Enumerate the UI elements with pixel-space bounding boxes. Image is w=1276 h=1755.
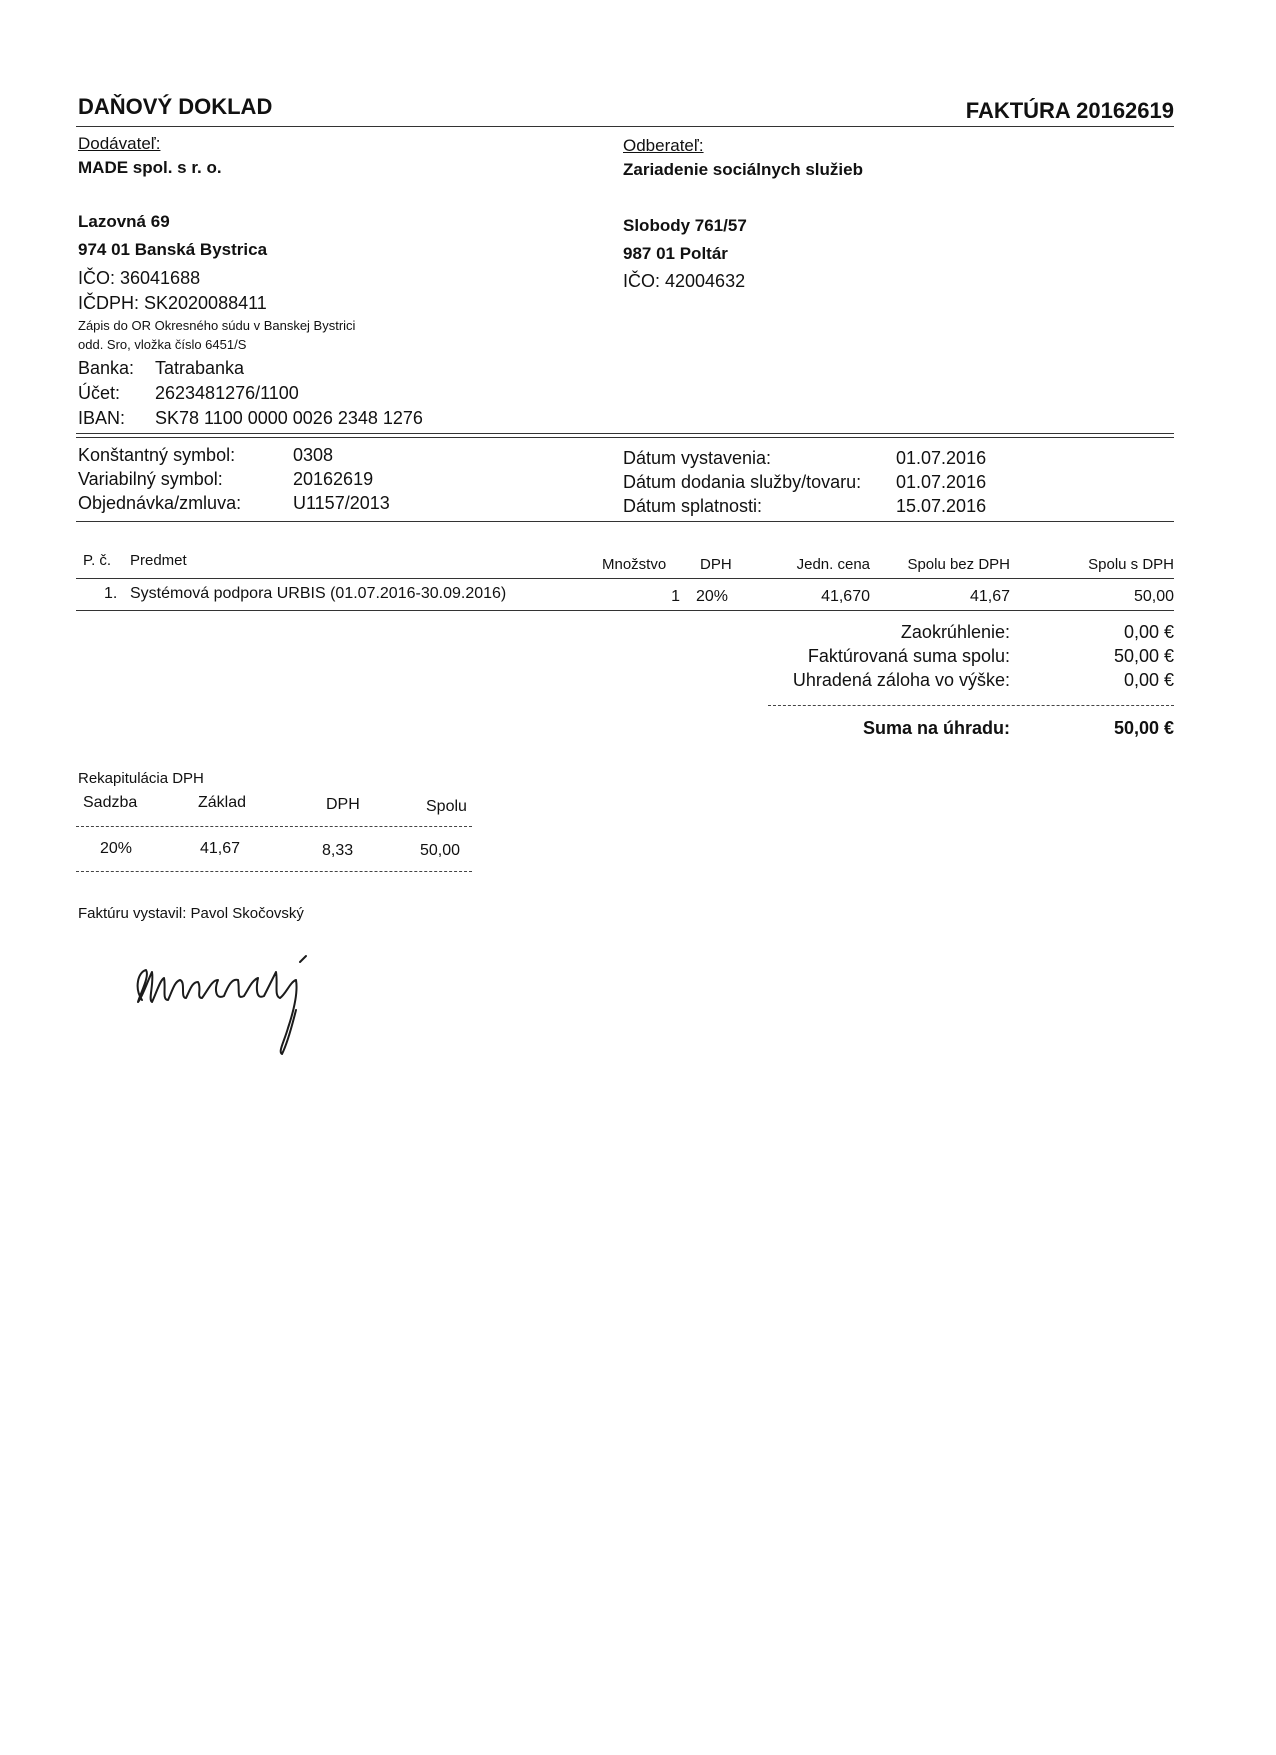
supplier-city: 974 01 Banská Bystrica — [78, 240, 268, 259]
vat-recap-vat-header: DPH — [326, 796, 360, 813]
account-value: 2623481276/1100 — [155, 383, 299, 403]
variable-symbol-label: Variabilný symbol: — [78, 469, 223, 489]
constant-symbol-label: Konštantný symbol: — [78, 445, 236, 465]
vat-recap-rate: 20% — [100, 840, 133, 857]
supplier-label: Dodávateľ: — [78, 134, 161, 153]
vat-recap-vat: 8,33 — [322, 842, 354, 859]
iban-value: SK78 1100 0000 0026 2348 1276 — [155, 408, 423, 428]
iban-label: IBAN: — [78, 408, 126, 428]
customer-label: Odberateľ: — [623, 136, 704, 155]
order-value: U1157/2013 — [293, 493, 390, 513]
vat-recap-bottom-divider — [76, 871, 472, 872]
supplier-register-line-2: odd. Sro, vložka číslo 6451/S — [78, 337, 247, 352]
customer-name: Zariadenie sociálnych služieb — [623, 160, 863, 179]
row-net-total: 41,67 — [969, 588, 1010, 605]
account-label: Účet: — [78, 383, 121, 403]
row-qty: 1 — [671, 588, 680, 605]
customer-ico: IČO: 42004632 — [623, 271, 746, 291]
vat-recap-total-header: Spolu — [426, 798, 467, 815]
advance-paid-label: Uhradená záloha vo výške: — [792, 670, 1010, 690]
vat-recap-rate-header: Sadzba — [83, 794, 138, 811]
advance-paid-value: 0,00 € — [1123, 670, 1174, 690]
col-pc-header: P. č. — [83, 552, 112, 569]
supplier-register-line-1: Zápis do OR Okresného súdu v Banskej Bystrici — [78, 318, 356, 333]
supplier-icdph: IČDPH: SK2020088411 — [78, 293, 267, 313]
items-bottom-divider — [76, 610, 1174, 611]
constant-symbol-value: 0308 — [293, 445, 334, 465]
amount-due-label: Suma na úhradu: — [862, 718, 1010, 738]
vat-recap-title: Rekapitulácia DPH — [78, 770, 204, 787]
signature-image — [128, 950, 358, 1060]
totals-divider — [768, 705, 1174, 706]
customer-city: 987 01 Poltár — [623, 244, 728, 263]
address-divider-1 — [76, 433, 1174, 434]
delivery-date-label: Dátum dodania služby/tovaru: — [623, 472, 862, 492]
order-label: Objednávka/zmluva: — [78, 493, 242, 513]
document-type: DAŇOVÝ DOKLAD — [78, 94, 273, 119]
vat-recap-base: 41,67 — [200, 840, 241, 857]
vat-recap-base-header: Základ — [198, 794, 247, 811]
supplier-ico: IČO: 36041688 — [78, 268, 201, 288]
vat-recap-header-divider — [76, 826, 472, 827]
due-date-label: Dátum splatnosti: — [623, 496, 763, 516]
variable-symbol-value: 20162619 — [293, 469, 374, 489]
col-unit-header: Jedn. cena — [796, 556, 870, 573]
header-divider — [76, 126, 1174, 127]
col-qty-header: Množstvo — [602, 556, 667, 573]
address-divider-2 — [76, 437, 1174, 438]
row-vat: 20% — [696, 588, 729, 605]
invoice-title: FAKTÚRA 20162619 — [965, 98, 1174, 123]
row-unit-price: 41,670 — [821, 588, 870, 605]
col-net-header: Spolu bez DPH — [907, 556, 1010, 573]
supplier-name: MADE spol. s r. o. — [78, 158, 222, 177]
amount-due-value: 50,00 € — [1113, 718, 1174, 738]
vat-recap-total: 50,00 — [420, 842, 461, 859]
row-gross-total: 50,00 — [1133, 588, 1174, 605]
rounding-label: Zaokrúhlenie: — [900, 622, 1010, 642]
delivery-date-value: 01.07.2016 — [896, 472, 987, 492]
invoiced-sum-label: Faktúrovaná suma spolu: — [807, 646, 1010, 666]
customer-street: Slobody 761/57 — [623, 216, 747, 235]
issue-date-label: Dátum vystavenia: — [623, 448, 772, 468]
col-gross-header: Spolu s DPH — [1088, 556, 1174, 573]
col-vat-header: DPH — [700, 556, 732, 573]
row-pc: 1. — [104, 585, 118, 602]
due-date-value: 15.07.2016 — [896, 496, 987, 516]
symbols-divider — [76, 521, 1174, 522]
col-subject-header: Predmet — [130, 552, 187, 569]
invoiced-sum-value: 50,00 € — [1113, 646, 1174, 666]
bank-value: Tatrabanka — [155, 358, 245, 378]
issue-date-value: 01.07.2016 — [896, 448, 987, 468]
supplier-street: Lazovná 69 — [78, 212, 170, 231]
items-header-divider — [76, 578, 1174, 579]
rounding-value: 0,00 € — [1123, 622, 1174, 642]
bank-label: Banka: — [78, 358, 135, 378]
issued-by: Faktúru vystavil: Pavol Skočovský — [78, 905, 304, 922]
row-subject: Systémová podpora URBIS (01.07.2016-30.09.2016) — [130, 585, 507, 602]
